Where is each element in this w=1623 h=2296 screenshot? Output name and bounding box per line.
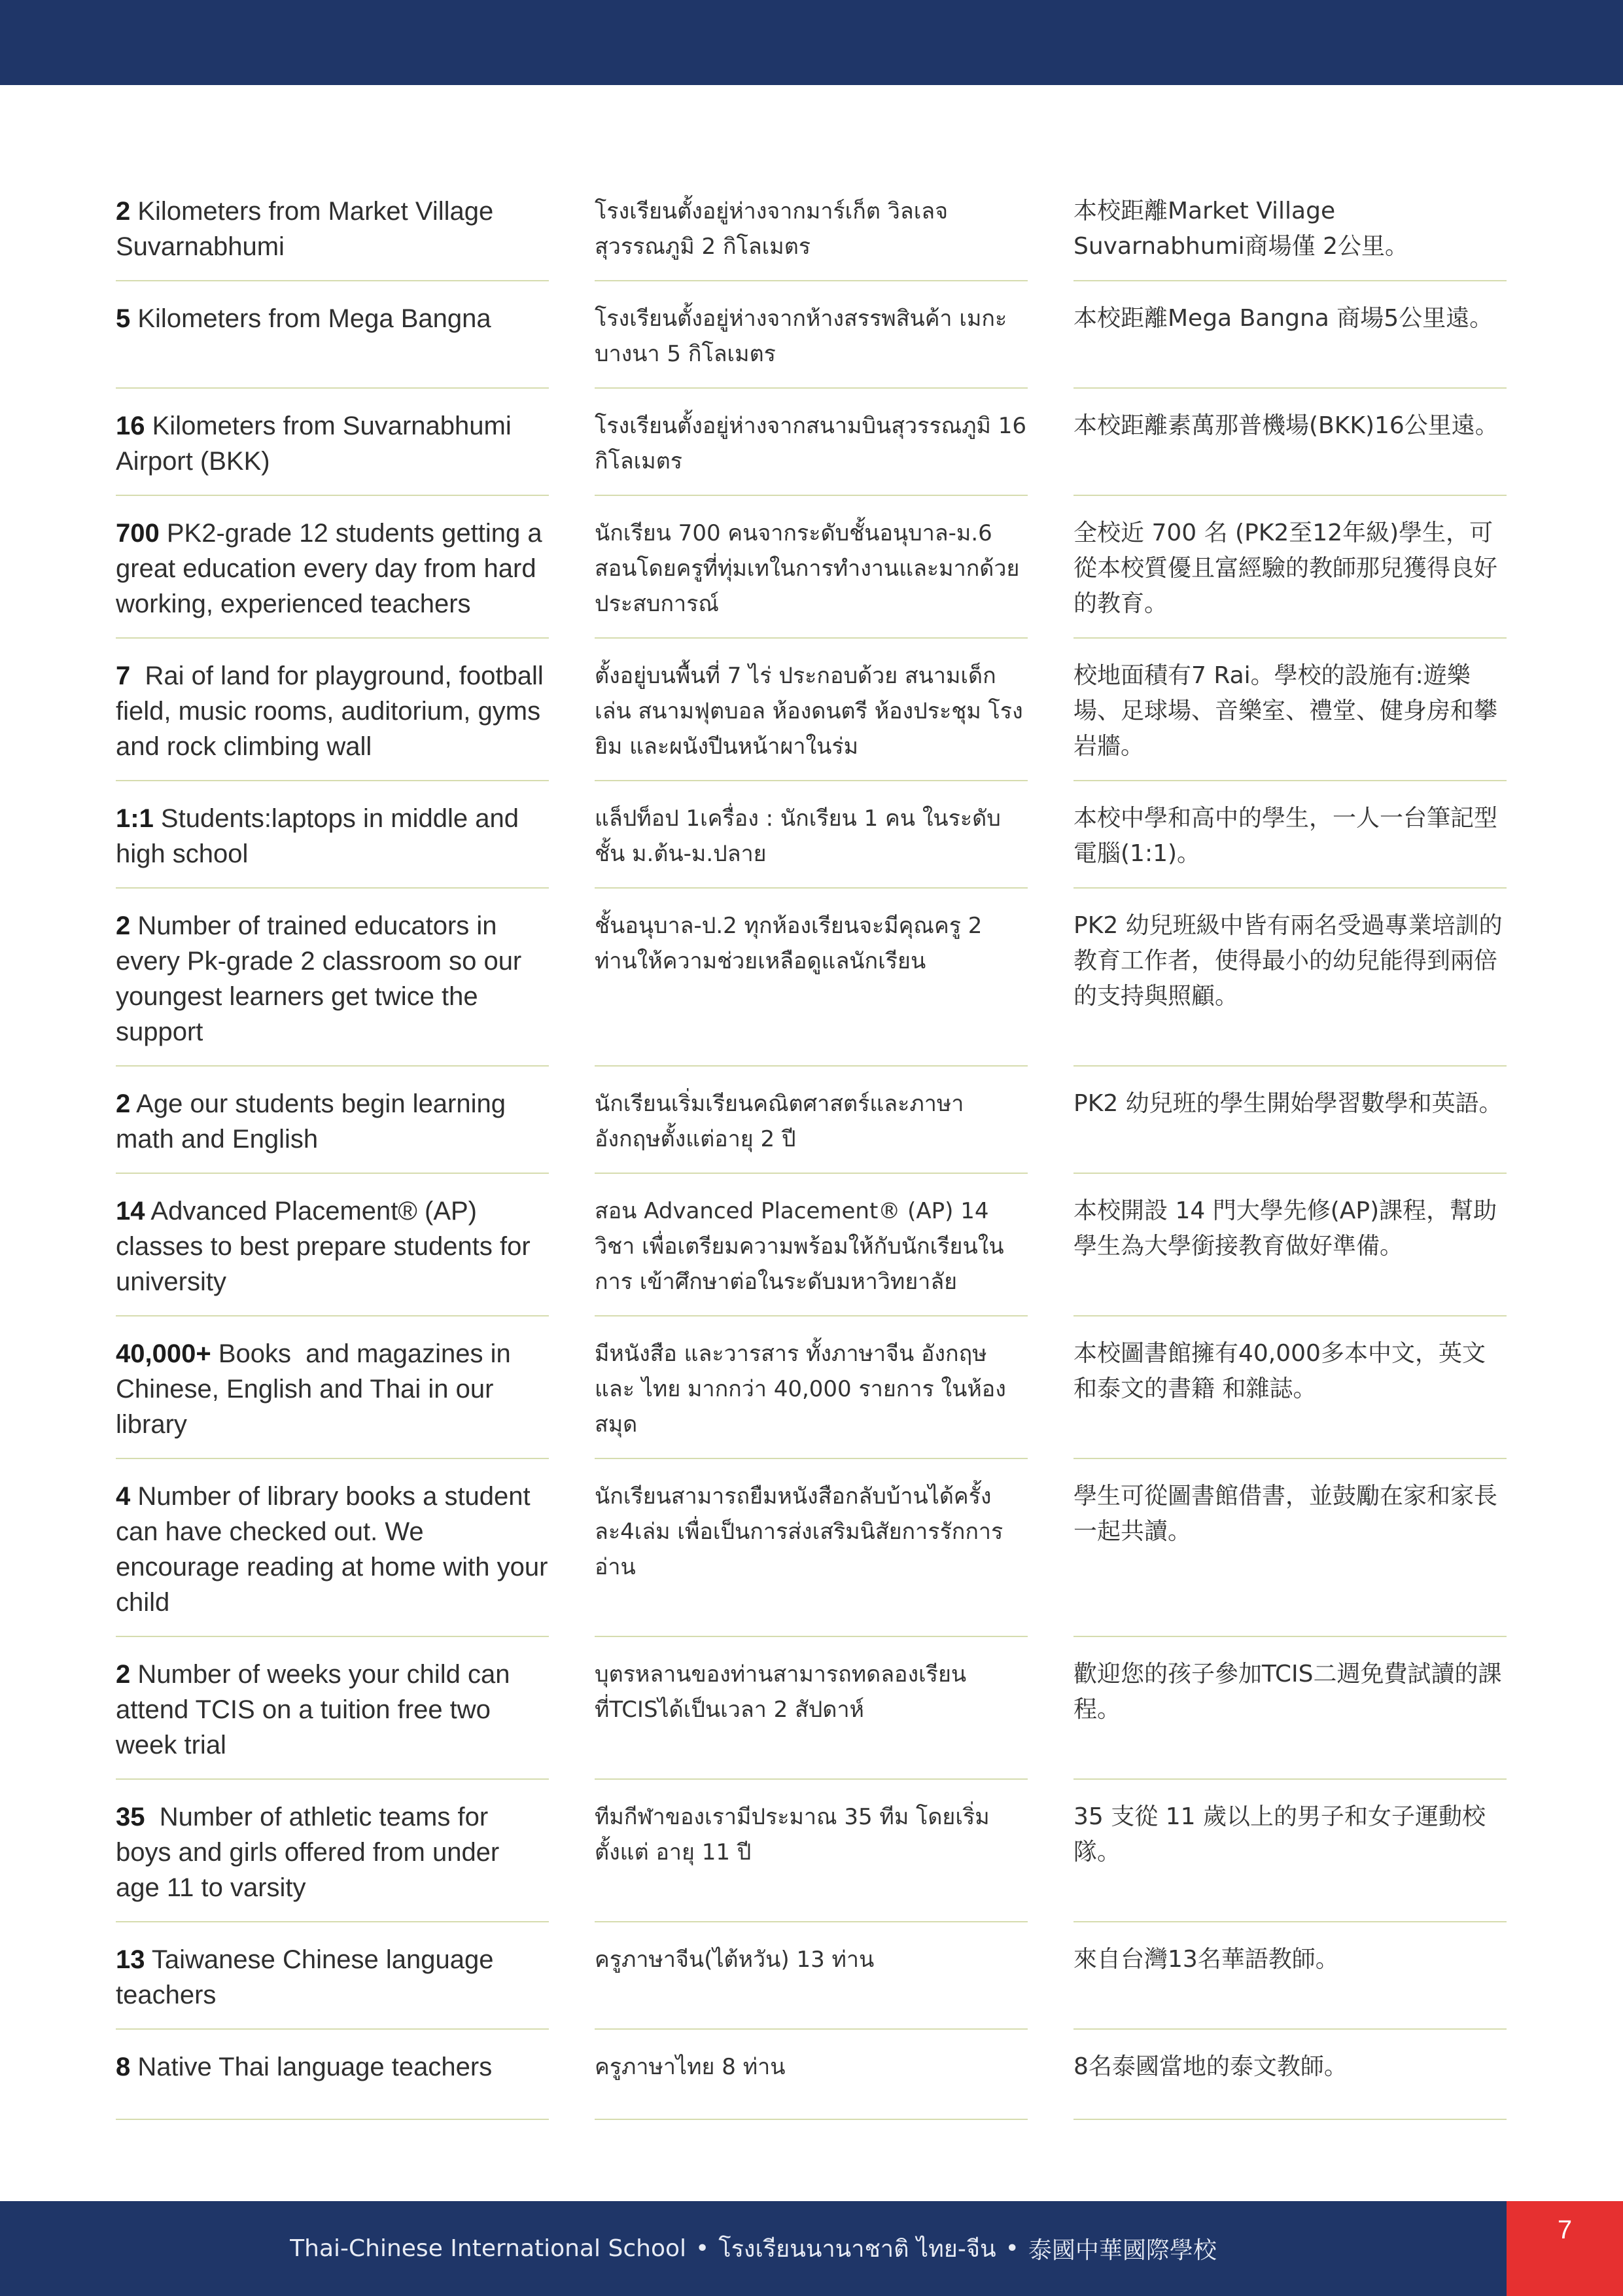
fact-english	[116, 408, 549, 496]
fact-chinese: 8名泰國當地的泰文教師。	[1073, 2049, 1507, 2120]
fact-english	[116, 658, 549, 781]
fact-thai: ตั้งอยู่บนพื้นที่ 7 ไร่ ประกอบด้วย สนามเด็กเล่น สนามฟุตบอล ห้องดนตรี ห้องประชุม โรงยิม และผนังปีนหน้าผาในร่ม	[595, 658, 1028, 781]
fact-thai: ครูภาษาไทย 8 ท่าน	[595, 2049, 1028, 2120]
fact-chinese: 校地面積有7 Rai。學校的設施有:遊樂場、足球場、音樂室、禮堂、健身房和攀岩牆。	[1073, 658, 1507, 781]
fact-row	[116, 1799, 1507, 1942]
footer-separator: •	[1005, 2235, 1019, 2262]
fact-chinese: 學生可從圖書館借書，並鼓勵在家和家長一起共讀。	[1073, 1479, 1507, 1637]
fact-chinese: 本校距離Mega Bangna 商場5公里遠。	[1073, 301, 1507, 389]
fact-thai: มีหนังสือ และวารสาร ทั้งภาษาจีน อังกฤษ และ ไทย มากกว่า 40,000 รายการ ในห้องสมุด	[595, 1336, 1028, 1459]
fact-english-text: Kilometers from Market Village Suvarnabhumi	[116, 197, 501, 261]
fact-number: 1:1	[116, 804, 154, 833]
fact-row	[116, 1657, 1507, 1799]
fact-english	[116, 1657, 549, 1780]
fact-chinese: PK2 幼兒班的學生開始學習數學和英語。	[1073, 1086, 1507, 1174]
fact-row	[116, 1479, 1507, 1657]
fact-thai: ทีมกีฬาของเรามีประมาณ 35 ทีม โดยเริ่มตั้งแต่ อายุ 11 ปี	[595, 1799, 1028, 1922]
fact-thai: ชั้นอนุบาล-ป.2 ทุกห้องเรียนจะมีคุณครู 2 ท่านให้ความช่วยเหลือดูแลนักเรียน	[595, 908, 1028, 1067]
fact-english	[116, 801, 549, 889]
fact-english	[116, 1479, 555, 1637]
fact-english-text: Kilometers from Suvarnabhumi Airport (BKK)	[116, 412, 517, 476]
fact-row	[116, 1942, 1507, 2049]
fact-english-text: Age our students begin learning math and English	[116, 1089, 514, 1154]
fact-number: 2	[116, 911, 131, 940]
footer-bar	[0, 2201, 1623, 2296]
fact-thai: สอน Advanced Placement® (AP) 14 วิชา เพื่อเตรียมความพร้อมให้กับนักเรียนในการ เข้าศึกษาต่อในระดับมหาวิทยาลัย	[595, 1193, 1028, 1316]
fact-chinese: PK2 幼兒班級中皆有兩名受過專業培訓的教育工作者，使得最小的幼兒能得到兩倍的支持與照顧。	[1073, 908, 1507, 1067]
fact-number: 35	[116, 1803, 145, 1831]
fact-english	[116, 1086, 549, 1174]
fact-chinese: 本校距離素萬那普機場(BKK)16公里遠。	[1073, 408, 1507, 496]
fact-row	[116, 658, 1507, 801]
footer-school-zh: 泰國中華國際學校	[1028, 2237, 1217, 2264]
fact-english	[116, 1799, 549, 1922]
fact-chinese: 來自台灣13名華語教師。	[1073, 1942, 1507, 2030]
fact-english-text: Advanced Placement® (AP) classes to best prepare students for university	[116, 1197, 538, 1296]
fact-row	[116, 1086, 1507, 1193]
fact-row	[116, 408, 1507, 516]
fact-row	[116, 1193, 1507, 1336]
fact-number: 4	[116, 1482, 131, 1511]
fact-english	[116, 1942, 549, 2030]
fact-number: 700	[116, 519, 160, 548]
fact-english-text: Number of athletic teams for boys and girls offered from under age 11 to varsity	[116, 1803, 507, 1902]
fact-row	[116, 908, 1507, 1086]
fact-english	[116, 516, 549, 639]
fact-thai: นักเรียน 700 คนจากระดับชั้นอนุบาล-ม.6 สอนโดยครูที่ทุ่มเทในการทำงานและมากด้วยประสบการณ์	[595, 516, 1028, 639]
fact-english-text: PK2-grade 12 students getting a great education every day from hard working, experienced teachers	[116, 519, 550, 618]
facts-table	[116, 194, 1507, 2140]
fact-english-text: Number of library books a student can have checked out. We encourage reading at home with your child	[116, 1482, 555, 1617]
fact-english-text: Taiwanese Chinese language teachers	[116, 1945, 501, 2009]
fact-number: 14	[116, 1197, 145, 1226]
footer-school-en: Thai-Chinese International School	[290, 2235, 687, 2262]
fact-english-text: Students:laptops in middle and high school	[116, 804, 527, 868]
fact-chinese: 本校距離Market Village Suvarnabhumi商場僅 2公里。	[1073, 194, 1507, 281]
footer-school-th: โรงเรียนนานาชาติ ไทย-จีน	[718, 2236, 996, 2263]
fact-english	[116, 1336, 549, 1459]
fact-number: 8	[116, 2053, 131, 2081]
fact-row	[116, 301, 1507, 408]
fact-thai: แล็ปท็อป 1เครื่อง : นักเรียน 1 คน ในระดับชั้น ม.ต้น-ม.ปลาย	[595, 801, 1028, 889]
fact-thai: โรงเรียนตั้งอยู่ห่างจากสนามบินสุวรรณภูมิ 16 กิโลเมตร	[595, 408, 1028, 496]
fact-row	[116, 801, 1507, 908]
fact-chinese: 全校近 700 名 (PK2至12年級)學生，可從本校質優且富經驗的教師那兒獲得良好的教育。	[1073, 516, 1507, 639]
fact-thai: นักเรียนสามารถยืมหนังสือกลับบ้านได้ครั้งละ4เล่ม เพื่อเป็นการส่งเสริมนิสัยการรักการอ่าน	[595, 1479, 1028, 1637]
fact-number: 7	[116, 662, 131, 690]
fact-english	[116, 1193, 549, 1316]
fact-row	[116, 2049, 1507, 2140]
fact-chinese: 35 支從 11 歲以上的男子和女子運動校隊。	[1073, 1799, 1507, 1922]
fact-english-text: Number of trained educators in every Pk-grade 2 classroom so our youngest learners get twice the support	[116, 911, 529, 1046]
fact-thai: นักเรียนเริ่มเรียนคณิตศาสตร์และภาษาอังกฤษตั้งแต่อายุ 2 ปี	[595, 1086, 1028, 1174]
fact-row	[116, 516, 1507, 658]
fact-english-text: Rai of land for playground, football field, music rooms, auditorium, gyms and rock climbing wall	[116, 662, 551, 761]
page-number: 7	[1507, 2201, 1623, 2296]
fact-english	[116, 2049, 549, 2120]
fact-english	[116, 908, 549, 1067]
footer-separator: •	[695, 2235, 710, 2262]
fact-thai: ครูภาษาจีน(ไต้หวัน) 13 ท่าน	[595, 1942, 1028, 2030]
footer-school-names	[0, 2201, 1507, 2296]
fact-english-text: Native Thai language teachers	[130, 2053, 493, 2081]
fact-chinese: 歡迎您的孩子參加TCIS二週免費試讀的課程。	[1073, 1657, 1507, 1780]
fact-english-text: Kilometers from Mega Bangna	[130, 304, 491, 333]
fact-thai: โรงเรียนตั้งอยู่ห่างจากห้างสรรพสินค้า เมกะ บางนา 5 กิโลเมตร	[595, 301, 1028, 389]
fact-chinese: 本校圖書館擁有40,000多本中文，英文和泰文的書籍 和雜誌。	[1073, 1336, 1507, 1459]
fact-english-text: Number of weeks your child can attend TCIS on a tuition free two week trial	[116, 1660, 517, 1759]
fact-number: 2	[116, 1660, 131, 1689]
fact-thai: โรงเรียนตั้งอยู่ห่างจากมาร์เก็ต วิลเลจ สุวรรณภูมิ 2 กิโลเมตร	[595, 194, 1028, 281]
fact-number: 16	[116, 412, 145, 440]
fact-chinese: 本校開設 14 門大學先修(AP)課程，幫助學生為大學銜接教育做好準備。	[1073, 1193, 1507, 1316]
fact-number: 5	[116, 304, 131, 333]
fact-english	[116, 194, 549, 281]
fact-number: 40,000+	[116, 1339, 211, 1368]
fact-number: 2	[116, 197, 131, 226]
fact-chinese: 本校中學和高中的學生，一人一台筆記型電腦(1:1)。	[1073, 801, 1507, 889]
fact-number: 13	[116, 1945, 145, 1974]
fact-row	[116, 194, 1507, 301]
fact-row	[116, 1336, 1507, 1479]
fact-thai: บุตรหลานของท่านสามารถทดลองเรียนที่TCISได้เป็นเวลา 2 สัปดาห์	[595, 1657, 1028, 1780]
fact-english	[116, 301, 549, 389]
fact-english-text: Books and magazines in Chinese, English and Thai in our library	[116, 1339, 518, 1439]
header-band	[0, 0, 1623, 85]
fact-number: 2	[116, 1089, 131, 1118]
